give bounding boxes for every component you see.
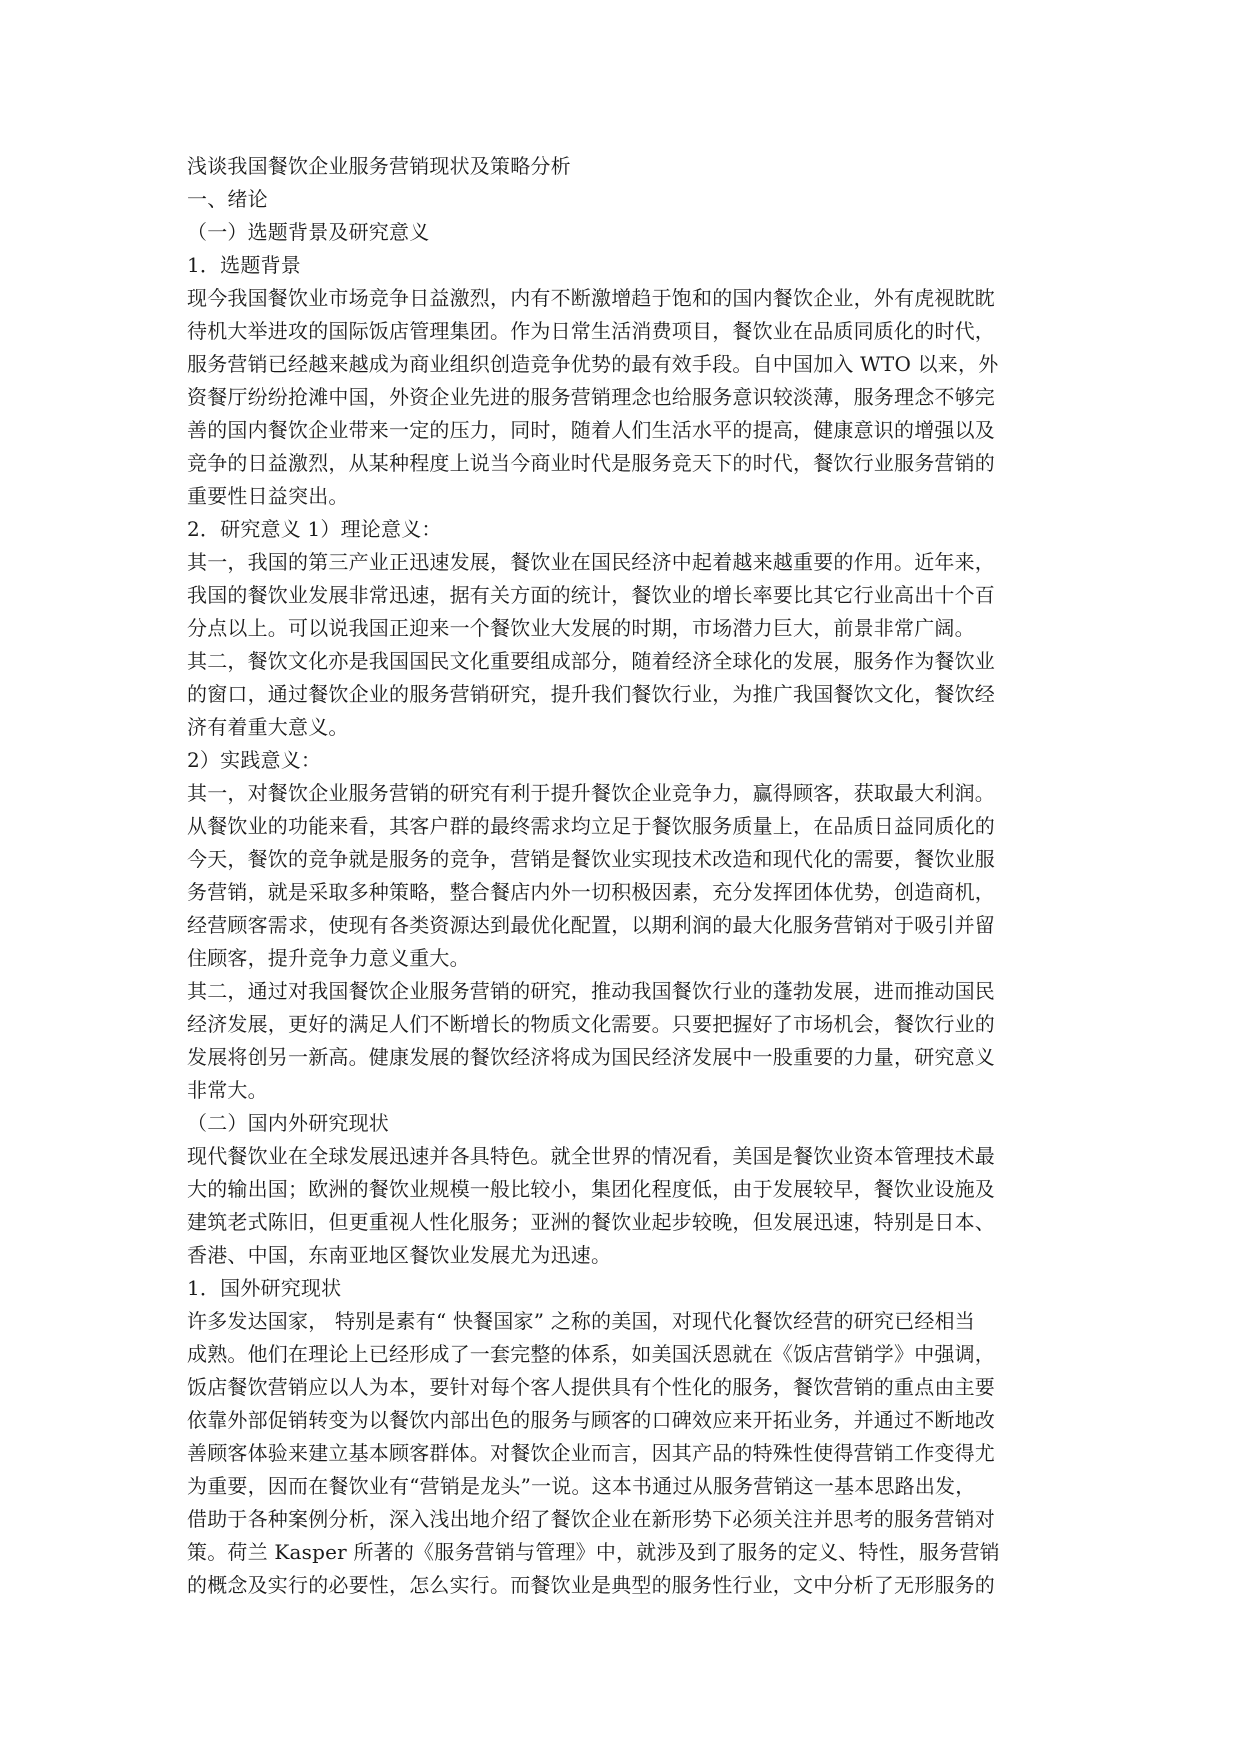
text-line: 饭店餐饮营销应以人为本，要针对每个客人提供具有个性化的服务，餐饮营销的重点由主要 <box>187 1375 995 1399</box>
document-body <box>187 150 1054 1602</box>
text-line: 其二，餐饮文化亦是我国国民文化重要组成部分，随着经济全球化的发展，服务作为餐饮业 <box>187 649 995 673</box>
text-line: 务营销，就是采取多种策略，整合餐店内外一切积极因素，充分发挥团体优势，创造商机， <box>187 880 995 904</box>
text-line: 竞争的日益激烈，从某种程度上说当今商业时代是服务竞天下的时代，餐饮行业服务营销的 <box>187 451 995 475</box>
text-line: 非常大。 <box>187 1078 268 1102</box>
text-line: 其二，通过对我国餐饮企业服务营销的研究，推动我国餐饮行业的蓬勃发展，进而推动国民 <box>187 979 995 1003</box>
text-line: 1．国外研究现状 <box>187 1276 342 1300</box>
text-line: 资餐厅纷纷抢滩中国，外资企业先进的服务营销理念也给服务意识较淡薄，服务理念不够完 <box>187 385 995 409</box>
text-line: 2）实践意义： <box>187 748 322 772</box>
text-line: 其一，我国的第三产业正迅速发展，餐饮业在国民经济中起着越来越重要的作用。近年来， <box>187 550 995 574</box>
text-line: 服务营销已经越来越成为商业组织创造竞争优势的最有效手段。自中国加入 WTO 以来，外 <box>187 352 999 376</box>
text-line: 经营顾客需求，使现有各类资源达到最优化配置，以期利润的最大化服务营销对于吸引并留 <box>187 913 995 937</box>
text-line: 大的输出国；欧洲的餐饮业规模一般比较小，集团化程度低，由于发展较早，餐饮业设施及 <box>187 1177 995 1201</box>
text-line: 1．选题背景 <box>187 253 301 277</box>
text-line: 为重要，因而在餐饮业有“营销是龙头”一说。这本书通过从服务营销这一基本思路出发， <box>187 1474 976 1498</box>
text-line: 今天，餐饮的竞争就是服务的竞争，营销是餐饮业实现技术改造和现代化的需要，餐饮业服 <box>187 847 995 871</box>
text-line: 其一，对餐饮企业服务营销的研究有利于提升餐饮企业竞争力，赢得顾客，获取最大利润。 <box>187 781 995 805</box>
text-line: 策。荷兰 Kasper 所著的《服务营销与管理》中，就涉及到了服务的定义、特性，服务营销 <box>187 1540 1000 1564</box>
text-line: 善顾客体验来建立基本顾客群体。对餐饮企业而言，因其产品的特殊性使得营销工作变得尤 <box>187 1441 995 1465</box>
text-line: 2．研究意义 1）理论意义： <box>187 517 442 541</box>
text-line: 一、绪论 <box>187 187 268 211</box>
text-line: 成熟。他们在理论上已经形成了一套完整的体系，如美国沃恩就在《饭店营销学》中强调， <box>187 1342 995 1366</box>
text-line: 许多发达国家， 特别是素有“ 快餐国家” 之称的美国，对现代化餐饮经营的研究已经相当 <box>187 1309 975 1333</box>
text-line: 我国的餐饮业发展非常迅速，据有关方面的统计，餐饮业的增长率要比其它行业高出十个百 <box>187 583 995 607</box>
text-line: 发展将创另一新高。健康发展的餐饮经济将成为国民经济发展中一股重要的力量，研究意义 <box>187 1045 995 1069</box>
text-line: （一）选题背景及研究意义 <box>187 220 430 244</box>
text-line: 善的国内餐饮企业带来一定的压力，同时，随着人们生活水平的提高，健康意识的增强以及 <box>187 418 995 442</box>
text-line: 住顾客，提升竞争力意义重大。 <box>187 946 470 970</box>
text-line: （二）国内外研究现状 <box>187 1111 389 1135</box>
text-line: 重要性日益突出。 <box>187 484 349 508</box>
text-line: 依靠外部促销转变为以餐饮内部出色的服务与顾客的口碑效应来开拓业务，并通过不断地改 <box>187 1408 995 1432</box>
text-line: 现今我国餐饮业市场竞争日益激烈，内有不断激增趋于饱和的国内餐饮企业，外有虎视眈眈 <box>187 286 995 310</box>
text-line: 的窗口，通过餐饮企业的服务营销研究，提升我们餐饮行业，为推广我国餐饮文化，餐饮经 <box>187 682 995 706</box>
text-line: 建筑老式陈旧，但更重视人性化服务；亚洲的餐饮业起步较晚，但发展迅速，特别是日本、 <box>187 1210 995 1234</box>
text-line: 分点以上。可以说我国正迎来一个餐饮业大发展的时期，市场潜力巨大，前景非常广阔。 <box>187 616 975 640</box>
text-line: 香港、中国，东南亚地区餐饮业发展尤为迅速。 <box>187 1243 612 1267</box>
text-line: 现代餐饮业在全球发展迅速并各具特色。就全世界的情况看，美国是餐饮业资本管理技术最 <box>187 1144 995 1168</box>
text-line: 的概念及实行的必要性，怎么实行。而餐饮业是典型的服务性行业，文中分析了无形服务的 <box>187 1573 995 1597</box>
document-title: 浅谈我国餐饮企业服务营销现状及策略分析 <box>187 154 571 178</box>
document-lines <box>187 183 1054 1602</box>
text-line: 借助于各种案例分析，深入浅出地介绍了餐饮企业在新形势下必须关注并思考的服务营销对 <box>187 1507 995 1531</box>
text-line: 经济发展，更好的满足人们不断增长的物质文化需要。只要把握好了市场机会，餐饮行业的 <box>187 1012 995 1036</box>
text-line: 济有着重大意义。 <box>187 715 349 739</box>
text-line: 待机大举进攻的国际饭店管理集团。作为日常生活消费项目，餐饮业在品质同质化的时代， <box>187 319 995 343</box>
text-line: 从餐饮业的功能来看，其客户群的最终需求均立足于餐饮服务质量上，在品质日益同质化的 <box>187 814 995 838</box>
